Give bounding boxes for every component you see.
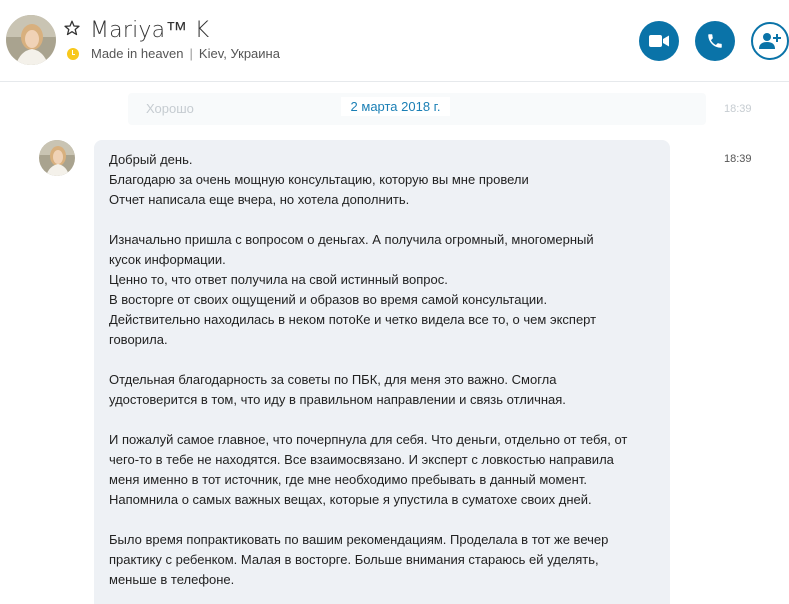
previous-message-text: Хорошо <box>146 101 194 116</box>
message-list[interactable] <box>0 83 789 604</box>
contact-mood-line <box>91 46 280 61</box>
away-clock-icon <box>67 48 79 60</box>
message-line: Отчет написала еще вчера, но хотела дополнить. <box>109 192 410 207</box>
date-separator <box>0 99 789 114</box>
message-line: И пожалуй самое главное, что почерпнула для себя. Что деньги, отдельно от тебя, от <box>109 432 628 447</box>
mood-message: Made in heaven <box>91 46 184 61</box>
message-line <box>109 210 656 230</box>
message-line <box>109 350 656 370</box>
add-participant-button[interactable] <box>751 22 789 60</box>
favorite-star-icon[interactable] <box>64 20 80 36</box>
message-line: Изначально пришла с вопросом о деньгах. А получила огромный, многомерный <box>109 232 594 247</box>
message-line: говорила. <box>109 332 168 347</box>
video-camera-icon <box>649 34 669 48</box>
message-line: Добрый день. <box>109 152 193 167</box>
message-timestamp: 18:39 <box>724 153 752 165</box>
message-line: практику с ребенком. Малая в восторге. Больше внимания стараюсь ей уделять, <box>109 552 599 567</box>
message-line: Было время попрактиковать по вашим рекомендациям. Проделала в тот же вечер <box>109 532 609 547</box>
mood-separator: | <box>189 46 193 61</box>
date-separator-label: 2 марта 2018 г. <box>341 97 451 116</box>
conversation-header <box>0 0 789 82</box>
message-line: Напомнила о самых важных вещах, которые я упустила в суматохе своих дней. <box>109 492 592 507</box>
message-line <box>109 410 656 430</box>
audio-call-button[interactable] <box>695 21 735 61</box>
message-line: кусок информации. <box>109 252 226 267</box>
previous-message-time: 18:39 <box>724 103 752 115</box>
contact-name[interactable]: Mariya™ K <box>90 18 210 43</box>
message-line: В восторге от своих ощущений и образов во время самой консультации. <box>109 292 548 307</box>
sender-avatar[interactable] <box>39 140 75 176</box>
message-bubble[interactable] <box>94 140 670 604</box>
message-line: чего-то в тебе не находятся. Все взаимосвязано. И эксперт с ловкостью направила <box>109 452 614 467</box>
contact-avatar[interactable] <box>6 15 56 65</box>
video-call-button[interactable] <box>639 21 679 61</box>
message-line <box>109 510 656 530</box>
message-line: Благодарю за очень мощную консультацию, которую вы мне провели <box>109 172 529 187</box>
message-line: Действительно находилась в неком потоКе и четко видела все то, о чем эксперт <box>109 312 597 327</box>
message-line: удостоверится в том, что иду в правильном направлении и связь отличная. <box>109 392 566 407</box>
message-line: меньше в телефоне. <box>109 572 235 587</box>
message-line: Отдельная благодарность за советы по ПБК, для меня это важно. Смогла <box>109 372 557 387</box>
contact-location: Kiev, Украина <box>198 46 280 61</box>
phone-icon <box>706 32 724 50</box>
message-line: меня именно в тот источник, где мне необходимо пребывать в данный момент. <box>109 472 587 487</box>
message-line: Ценно то, что ответ получила на свой истинный вопрос. <box>109 272 448 287</box>
add-person-icon <box>759 32 781 50</box>
